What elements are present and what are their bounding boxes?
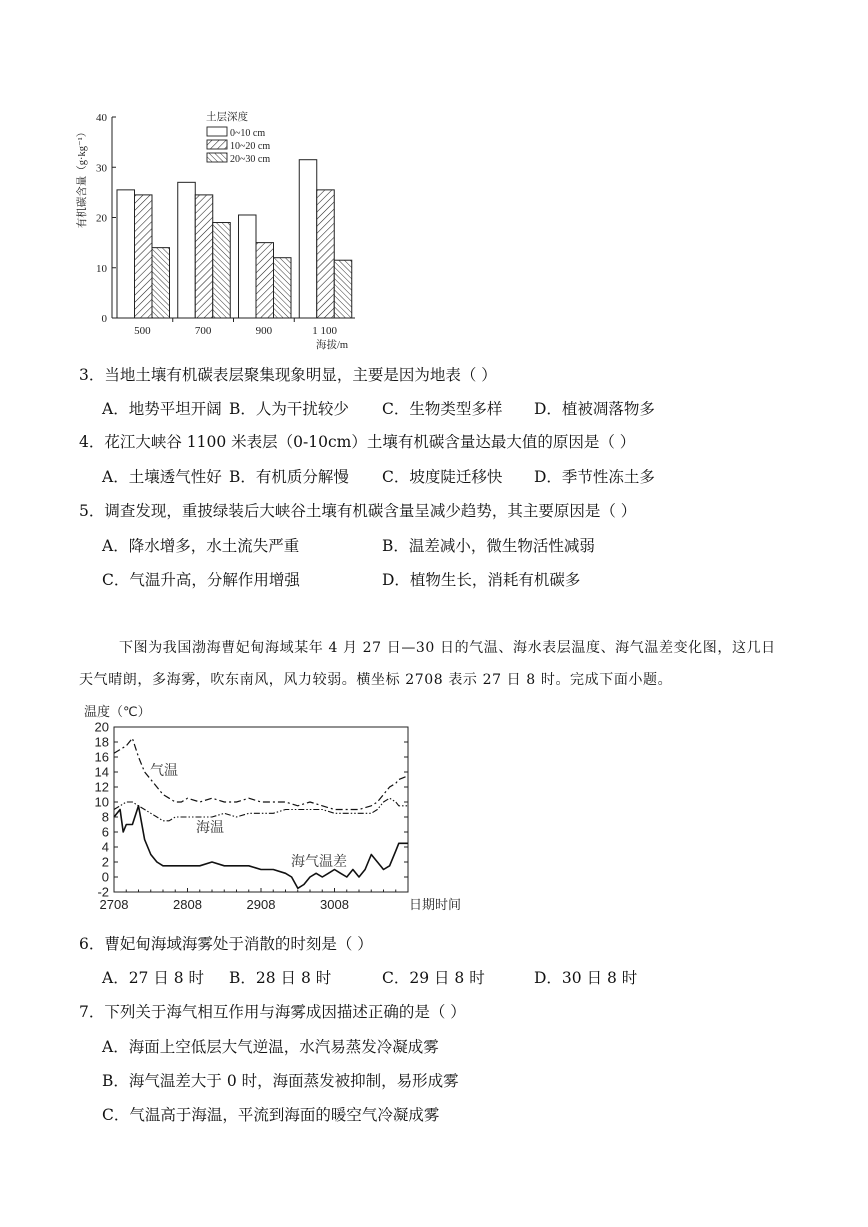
legend-label: 10~20 cm [230,141,271,152]
y-tick-label: -2 [97,884,109,900]
y-tick-label: 18 [94,734,109,750]
q5-option-c[interactable]: C．气温升高，分解作用增强 [102,571,300,589]
legend-swatch [207,153,227,162]
q4-option-b[interactable]: B．有机质分解慢 [229,468,349,486]
y-tick-label: 20 [94,719,109,735]
y-tick-label: 10 [96,262,107,275]
q3-option-d[interactable]: D．植被凋落物多 [534,400,655,418]
q7-option-c[interactable]: C．气温高于海温，平流到海面的暖空气冷凝成雾 [102,1106,440,1124]
bar-1100-010cm [299,160,317,318]
y-tick-label: 14 [94,764,109,780]
y-tick-label: 4 [101,839,109,855]
q6-option-a[interactable]: A．27 日 8 时 [102,969,205,987]
x-tick-label: 700 [194,325,212,337]
x-tick-label: 3008 [320,897,349,912]
intro-line-1: 下图为我国渤海曹妃甸海域某年 4 月 27 日—30 日的气温、海水表层温度、海气温差变化图，这几日 [119,640,776,656]
q4-option-c[interactable]: C．坡度陡迁移快 [382,468,503,486]
x-tick-label: 2908 [246,897,276,912]
y-tick-label: 12 [94,779,109,795]
sea-air-temperature-line-chart [78,700,478,922]
legend-label: 20~30 cm [230,154,271,165]
question-5-stem: 5．调查发现，重披绿装后大峡谷土壤有机碳含量呈减少趋势，其主要原因是（ ） [79,502,637,520]
series-label: 气温 [150,762,178,778]
q5-option-b[interactable]: B．温差减小，微生物活性减弱 [382,537,595,555]
legend-swatch [207,140,227,149]
series-label: 海温 [196,819,224,835]
y-tick-label: 16 [94,749,109,765]
x-tick-label: 1 100 [312,325,337,337]
x-tick-label: 2708 [99,897,129,912]
plot-frame [114,727,408,892]
series-label: 海气温差 [291,853,347,869]
bar-700-1020cm [195,195,213,318]
y-tick-label: 8 [101,809,109,825]
y-tick-label: 2 [101,854,109,870]
q3-option-b[interactable]: B．人为干扰较少 [229,400,349,418]
x-axis-label: 日期时间 [409,897,462,912]
bar-1100-1020cm [317,190,335,318]
bar-700-2030cm [213,223,231,318]
y-axis-label: 有机碳含量（g·kg⁻¹） [77,126,88,229]
y-tick-label: 40 [96,112,107,124]
legend-swatch [207,127,227,136]
question-3-stem: 3．当地土壤有机碳表层聚集现象明显，主要是因为地表（ ） [79,366,497,384]
q7-option-a[interactable]: A．海面上空低层大气逆温，水汽易蒸发冷凝成雾 [102,1038,439,1056]
q5-option-a[interactable]: A．降水增多，水土流失严重 [102,537,300,555]
question-7-stem: 7．下列关于海气相互作用与海雾成因描述正确的是（ ） [79,1003,466,1021]
q4-option-d[interactable]: D．季节性冻土多 [534,468,655,486]
bar-900-2030cm [274,258,292,318]
intro-line-2: 天气晴朗，多海雾，吹东南风，风力较弱。横坐标 2708 表示 27 日 8 时。完成下面小题。 [79,672,673,688]
y-tick-label: 6 [101,824,109,840]
q6-option-d[interactable]: D．30 日 8 时 [534,969,638,987]
x-tick-label: 900 [255,325,273,337]
x-tick-label: 500 [134,325,151,337]
y-axis-label: 温度（℃） [84,704,151,719]
q7-option-b[interactable]: B．海气温差大于 0 时，海面蒸发被抑制，易形成雾 [102,1072,459,1090]
bar-500-2030cm [152,248,170,318]
q6-option-c[interactable]: C．29 日 8 时 [382,969,485,987]
q6-option-b[interactable]: B．28 日 8 时 [229,969,332,987]
bar-500-1020cm [135,195,153,318]
x-axis-label: 海拔/m [315,340,349,351]
bar-900-010cm [239,215,257,318]
sea-temperature-line [114,798,408,821]
y-axis-title [75,127,88,228]
x-tick-label: 2808 [173,897,202,912]
y-tick-label: 10 [94,794,109,810]
y-tick-label: 0 [101,869,109,885]
q3-option-a[interactable]: A．地势平坦开阔 [102,400,222,418]
question-6-stem: 6．曹妃甸海域海雾处于消散的时刻是（ ） [79,935,373,953]
legend-label: 0~10 cm [230,128,266,139]
q4-option-a[interactable]: A．土壤透气性好 [102,468,222,486]
y-tick-label: 0 [101,313,107,325]
bar-500-010cm [117,190,135,318]
q5-option-d[interactable]: D．植物生长，消耗有机碳多 [382,571,581,589]
bar-900-1020cm [256,243,274,318]
y-tick-label: 30 [96,162,107,175]
legend [206,110,270,165]
legend-title: 土层深度 [206,112,248,123]
y-tick-label: 20 [96,212,107,225]
question-4-stem: 4．花江大峡谷 1100 米表层（0-10cm）土壤有机碳含量达最大值的原因是（ ） [79,433,636,451]
q3-option-c[interactable]: C．生物类型多样 [382,400,503,418]
organic-carbon-bar-chart [70,105,370,355]
bar-700-010cm [178,182,196,318]
bar-1100-2030cm [334,260,352,318]
